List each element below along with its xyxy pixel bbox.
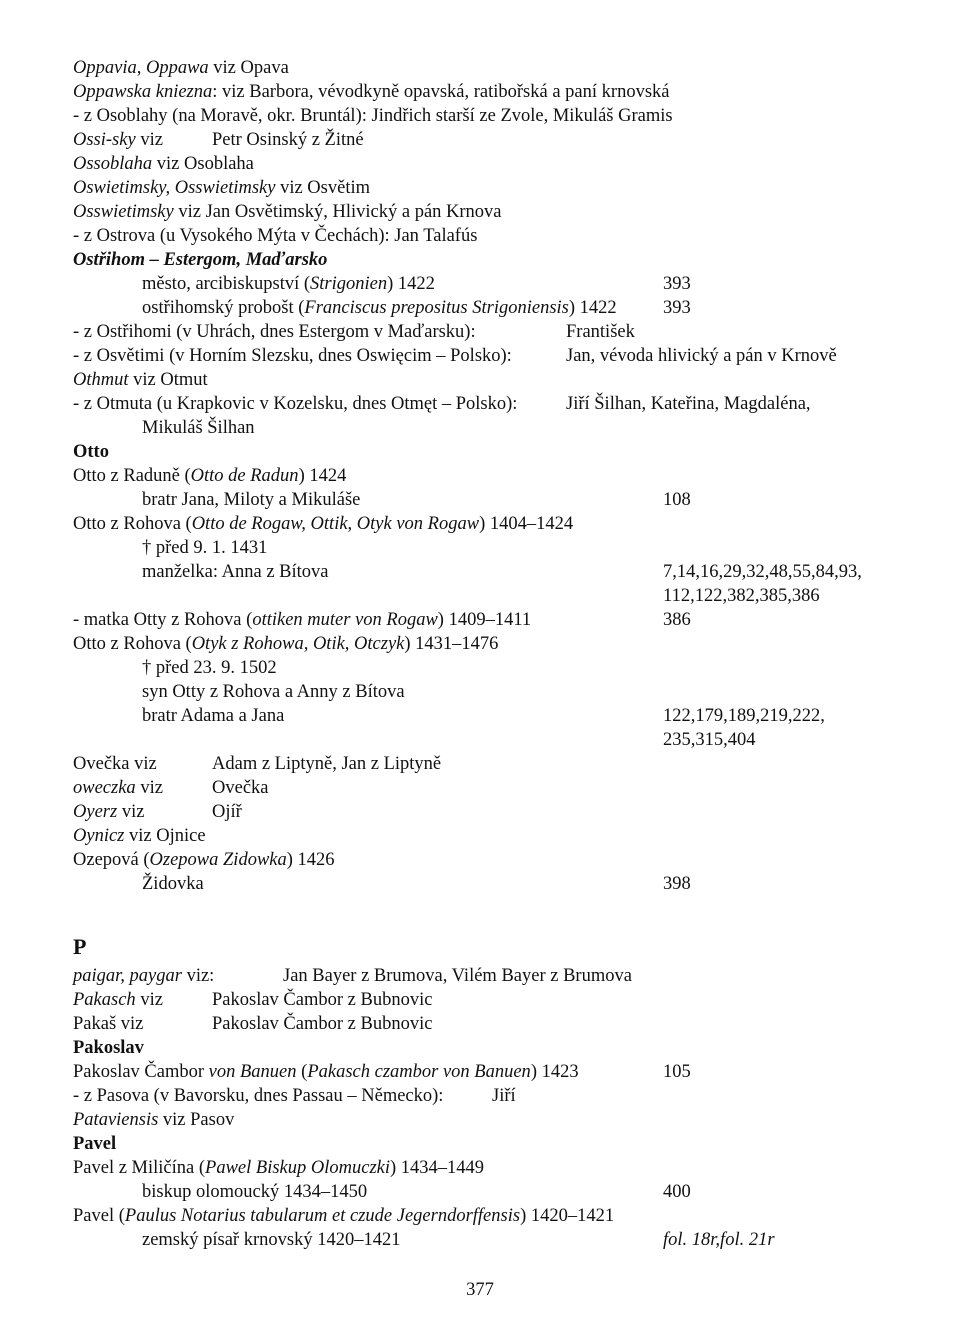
index-line	[73, 1108, 234, 1132]
index-line	[73, 368, 208, 392]
index-line	[73, 824, 206, 848]
entry-text: Pakaš viz	[73, 1014, 144, 1034]
page-number: 377	[466, 1280, 494, 1300]
entry-text: von Banuen	[208, 1062, 297, 1082]
entry-text: Oppavia, Oppawa	[73, 58, 209, 78]
entry-text: - z Ostrova (u Vysokého Mýta v Čechách): Jan Talafús	[73, 226, 478, 246]
index-line	[73, 56, 289, 80]
entry-text: ) 1431–1476	[404, 634, 499, 654]
page-reference: 235,315,404	[663, 730, 756, 750]
index-line	[73, 104, 673, 128]
entry-text: - z Osoblahy (na Moravě, okr. Bruntál): Jindřich starší ze Zvole, Mikuláš Gramis	[73, 106, 673, 126]
entry-text: viz:	[181, 966, 215, 986]
entry-text: viz Ojnice	[124, 826, 206, 846]
index-line	[142, 704, 284, 728]
index-line	[142, 296, 617, 320]
cross-reference-target: Jan, vévoda hlivický a pán v Krnově	[566, 346, 837, 366]
entry-text: Ovečka viz	[73, 754, 157, 774]
entry-text: viz Osoblaha	[152, 154, 254, 174]
index-line	[73, 608, 531, 632]
entry-text: Otto	[73, 442, 109, 462]
section-letter-heading: P	[73, 934, 87, 959]
index-line	[73, 988, 163, 1012]
entry-text: - z Otmuta (u Krapkovic v Kozelsku, dnes Otmęt – Polsko):	[73, 394, 518, 414]
entry-text: ) 1426	[286, 850, 335, 870]
index-line	[73, 1060, 579, 1084]
entry-text: Oyerz	[73, 802, 118, 822]
entry-text: - z Pasova (v Bavorsku, dnes Passau – Německo):	[73, 1086, 444, 1106]
index-line	[73, 848, 335, 872]
entry-text: město, arcibiskupství (	[142, 274, 311, 294]
entry-text: viz Otmut	[128, 370, 208, 390]
page-reference: 400	[663, 1182, 691, 1202]
index-line	[142, 272, 435, 296]
entry-text: Otto de Rogaw, Ottik, Otyk von Rogaw	[191, 514, 480, 534]
page-reference: 386	[663, 610, 691, 630]
entry-text: Ossoblaha	[73, 154, 153, 174]
page-reference: 112,122,382,385,386	[663, 586, 820, 606]
entry-text: biskup olomoucký 1434–1450	[142, 1182, 368, 1202]
entry-text: - z Ostřihomi (v Uhrách, dnes Estergom v Maďarsku):	[73, 322, 476, 342]
index-line	[73, 632, 498, 656]
entry-text: viz	[117, 802, 145, 822]
entry-text: viz Opava	[208, 58, 289, 78]
entry-text: viz	[135, 778, 163, 798]
cross-reference-target: František	[566, 322, 635, 342]
entry-text: Paulus Notarius tabularum et czude Jegerndorffensis	[124, 1206, 521, 1226]
entry-text: ) 1423	[530, 1062, 579, 1082]
index-line	[73, 248, 327, 272]
index-line	[73, 1156, 484, 1180]
entry-text: Otto z Raduně (	[73, 466, 191, 486]
entry-text: Ossi-sky	[73, 130, 136, 150]
page-reference: 393	[663, 298, 691, 318]
cross-reference-target: Pakoslav Čambor z Bubnovic	[212, 990, 433, 1010]
entry-text: bratr Adama a Jana	[142, 706, 285, 726]
entry-text: Pakasch czambor von Banuen	[307, 1062, 531, 1082]
entry-text: zemský písař krnovský 1420–1421	[142, 1230, 401, 1250]
entry-text: viz Pasov	[158, 1110, 235, 1130]
entry-text: ) 1404–1424	[479, 514, 574, 534]
index-line	[142, 1180, 367, 1204]
entry-text: Otto de Radun	[190, 466, 299, 486]
entry-text: Židovka	[142, 874, 204, 894]
entry-text: Ozepová (	[73, 850, 150, 870]
index-line	[142, 416, 255, 440]
index-line	[73, 320, 476, 344]
index-line	[73, 128, 163, 152]
cross-reference-target: Petr Osinský z Žitné	[212, 130, 364, 150]
page-reference: 393	[663, 274, 691, 294]
page-reference: 398	[663, 874, 691, 894]
cross-reference-target: Pakoslav Čambor z Bubnovic	[212, 1014, 433, 1034]
entry-text: manželka: Anna z Bítova	[142, 562, 329, 582]
entry-text: viz Osvětim	[275, 178, 370, 198]
entry-text: Oswietimsky, Osswietimsky	[73, 178, 276, 198]
entry-text: (	[296, 1062, 308, 1082]
entry-text: ) 1420–1421	[520, 1206, 615, 1226]
entry-text: ) 1409–1411	[437, 610, 532, 630]
entry-text: viz	[135, 130, 163, 150]
entry-text: viz	[135, 990, 163, 1010]
index-line	[73, 440, 109, 464]
cross-reference-target: Ojíř	[212, 802, 242, 822]
entry-text: - matka Otty z Rohova (	[73, 610, 253, 630]
entry-text: Pakasch	[73, 990, 136, 1010]
index-line	[73, 1036, 144, 1060]
index-line	[73, 776, 163, 800]
cross-reference-target: Ovečka	[212, 778, 269, 798]
cross-reference-target: Jiří	[492, 1086, 516, 1106]
index-line	[73, 1132, 116, 1156]
cross-reference-target: Jan Bayer z Brumova, Vilém Bayer z Brumova	[283, 966, 632, 986]
entry-text: Ostřihom – Estergom, Maďarsko	[73, 250, 328, 270]
index-line	[142, 1228, 400, 1252]
entry-text: ) 1434–1449	[390, 1158, 485, 1178]
index-line	[73, 200, 502, 224]
page-reference: 108	[663, 490, 691, 510]
index-line	[73, 512, 573, 536]
index-line	[73, 152, 254, 176]
page-reference: 105	[663, 1062, 691, 1082]
entry-text: bratr Jana, Miloty a Mikuláše	[142, 490, 361, 510]
index-line	[73, 224, 477, 248]
entry-text: † před 9. 1. 1431	[142, 538, 268, 558]
entry-text: ) 1422	[387, 274, 435, 294]
index-line	[73, 392, 517, 416]
index-line	[73, 800, 144, 824]
index-line	[73, 80, 669, 104]
index-line	[142, 536, 267, 560]
entry-text: ottiken muter von Rogaw	[252, 610, 438, 630]
cross-reference-target: Adam z Liptyně, Jan z Liptyně	[212, 754, 442, 774]
index-line	[142, 680, 405, 704]
entry-text: viz Jan Osvětimský, Hlivický a pán Krnova	[173, 202, 502, 222]
index-line	[142, 560, 328, 584]
entry-text: Pataviensis	[73, 1110, 159, 1130]
entry-text: Pavel	[73, 1134, 117, 1154]
entry-text: : viz Barbora, vévodkyně opavská, ratibořská a paní krnovská	[212, 82, 670, 102]
entry-text: ostřihomský probošt (	[142, 298, 305, 318]
index-line	[73, 752, 157, 776]
entry-text: Otto z Rohova (	[73, 514, 192, 534]
entry-text: syn Otty z Rohova a Anny z Bítova	[142, 682, 405, 702]
page-reference: fol. 18r,fol. 21r	[663, 1230, 775, 1250]
entry-text: Otyk z Rohowa, Otik, Otczyk	[191, 634, 405, 654]
entry-text: Oppawska kniezna	[73, 82, 213, 102]
index-line	[73, 1012, 143, 1036]
entry-text: Pavel z Miličína (	[73, 1158, 206, 1178]
index-line	[73, 1084, 443, 1108]
entry-text: Ozepowa Zidowka	[149, 850, 287, 870]
entry-text: Franciscus prepositus Strigoniensis	[304, 298, 569, 318]
entry-text: oweczka	[73, 778, 136, 798]
index-line	[73, 176, 370, 200]
entry-text: Pawel Biskup Olomuczki	[205, 1158, 390, 1178]
entry-text: Pavel (	[73, 1206, 125, 1226]
entry-text: † před 23. 9. 1502	[142, 658, 277, 678]
index-line	[73, 464, 346, 488]
index-line	[142, 488, 360, 512]
entry-text: ) 1422	[568, 298, 617, 318]
entry-text: Osswietimsky	[73, 202, 174, 222]
index-line	[73, 1204, 614, 1228]
entry-text: ) 1424	[298, 466, 347, 486]
index-line	[73, 344, 512, 368]
entry-text: Oynicz	[73, 826, 125, 846]
page-reference: 122,179,189,219,222,	[663, 706, 825, 726]
index-line	[73, 964, 214, 988]
entry-text: Pakoslav Čambor	[73, 1062, 209, 1082]
entry-text: - z Osvětimi (v Horním Slezsku, dnes Oswięcim – Polsko):	[73, 346, 512, 366]
entry-text: Pakoslav	[73, 1038, 144, 1058]
entry-text: Strigonien	[310, 274, 388, 294]
index-line	[142, 872, 204, 896]
index-line	[142, 656, 277, 680]
entry-text: Mikuláš Šilhan	[142, 418, 255, 438]
entry-text: Otto z Rohova (	[73, 634, 192, 654]
entry-text: paigar, paygar	[73, 966, 182, 986]
entry-text: Othmut	[73, 370, 129, 390]
cross-reference-target: Jiří Šilhan, Kateřina, Magdaléna,	[566, 394, 811, 414]
page-reference: 7,14,16,29,32,48,55,84,93,	[663, 562, 862, 582]
